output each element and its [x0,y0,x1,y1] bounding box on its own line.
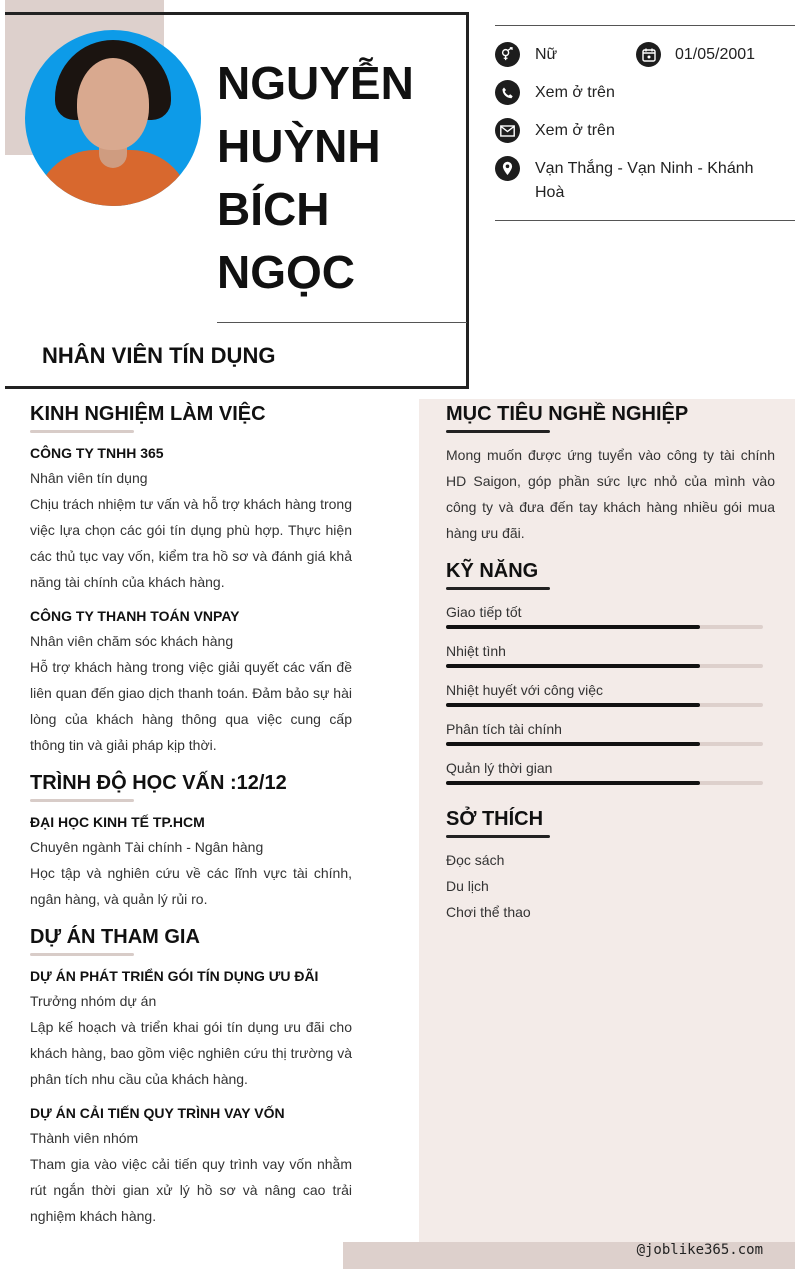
location-icon [495,156,520,181]
education-heading: TRÌNH ĐỘ HỌC VẤN :12/12 [30,772,287,794]
phone-icon [495,80,520,105]
hobby-item: Du lịch [446,878,489,894]
skill-label: Phân tích tài chính [446,721,562,737]
project-role: Trưởng nhóm dự án [30,993,157,1009]
education-school: ĐẠI HỌC KINH TẾ TP.HCM [30,814,205,830]
birthday-icon [636,42,661,67]
skill-bar-fill [446,742,700,746]
education-underline [30,799,134,802]
project-description: Lập kế hoạch và triển khai gói tín dụng ưu đãi cho khách hàng, bao gồm việc nghiên cứu thị trường và phân tích nhu cầu của khách hàng. [30,1019,352,1087]
skills-underline [446,587,550,590]
hobbies-underline [446,835,550,838]
address-text: Vạn Thắng - Vạn Ninh - Khánh Hoà [535,160,754,201]
email-text: Xem ở trên [535,122,615,139]
name-divider [217,322,467,323]
footer-watermark: @joblike365.com [636,1242,763,1258]
skill-label: Nhiệt huyết với công việc [446,682,604,698]
gender-icon [495,42,520,67]
projects-underline [30,953,134,956]
experience-role: Nhân viên chăm sóc khách hàng [30,633,234,649]
skill-label: Nhiệt tình [446,643,506,659]
objective-text: Mong muốn được ứng tuyển vào công ty tài chính HD Saigon, góp phần sức lực nhỏ của mình vào công ty và đưa đến tay khách hàng nhiều gói mua hàng ưu đãi. [446,447,775,541]
skill-bar-fill [446,664,700,668]
birthday-text: 01/05/2001 [675,46,756,63]
job-title: NHÂN VIÊN TÍN DỤNG [42,343,276,368]
project-description: Tham gia vào việc cải tiến quy trình vay vốn nhằm rút ngắn thời gian xử lý hồ sơ và nâng cao trải nghiệm khách hàng. [30,1156,352,1224]
hobby-item: Đọc sách [446,852,505,868]
experience-underline [30,430,134,433]
experience-description: Chịu trách nhiệm tư vấn và hỗ trợ khách hàng trong việc lựa chọn các gói tín dụng phù hợp. Thực hiện các thủ tục vay vốn, kiểm tra hồ sơ và đánh giá khả năng tài chính của khách hàng. [30,496,352,590]
phone-text: Xem ở trên [535,84,615,101]
education-major: Chuyên ngành Tài chính - Ngân hàng [30,839,264,855]
experience-company: CÔNG TY TNHH 365 [30,445,164,461]
contact-top-divider [495,25,795,26]
skill-bar-track [446,781,763,785]
education-description: Học tập và nghiên cứu về các lĩnh vực tài chính, ngân hàng, và quản lý rủi ro. [30,865,352,907]
skill-label: Quản lý thời gian [446,760,553,776]
projects-heading: DỰ ÁN THAM GIA [30,926,200,948]
skills-heading: KỸ NĂNG [446,560,539,582]
frame-top-border [5,12,469,15]
frame-bottom-border [5,386,469,389]
project-name: DỰ ÁN PHÁT TRIỂN GÓI TÍN DỤNG ƯU ĐÃI [30,968,319,984]
skill-bar-fill [446,781,700,785]
skill-bar-fill [446,703,700,707]
hobby-item: Chơi thể thao [446,904,531,920]
skill-label: Giao tiếp tốt [446,604,522,620]
experience-company: CÔNG TY THANH TOÁN VNPAY [30,608,240,624]
skill-bar-track [446,742,763,746]
email-icon [495,118,520,143]
objective-heading: MỤC TIÊU NGHỀ NGHIỆP [446,403,689,425]
experience-description: Hỗ trợ khách hàng trong việc giải quyết các vấn đề liên quan đến giao dịch thanh toán. Đảm bảo sự hài lòng của khách hàng thông qua việc cung cấp thông tin và giải pháp kịp thời. [30,659,352,753]
project-role: Thành viên nhóm [30,1130,139,1146]
skill-bar-track [446,625,763,629]
skill-bar-fill [446,625,700,629]
experience-heading: KINH NGHIỆM LÀM VIỆC [30,403,266,425]
experience-role: Nhân viên tín dụng [30,470,148,486]
skill-bar-track [446,664,763,668]
hobbies-heading: SỞ THÍCH [446,808,544,830]
objective-underline [446,430,550,433]
skill-bar-track [446,703,763,707]
avatar [25,30,201,206]
candidate-name: NGUYỄN HUỲNH BÍCH NGỌC [217,57,414,298]
contact-bottom-divider [495,220,795,221]
project-name: DỰ ÁN CẢI TIẾN QUY TRÌNH VAY VỐN [30,1105,285,1121]
gender-text: Nữ [535,46,558,63]
